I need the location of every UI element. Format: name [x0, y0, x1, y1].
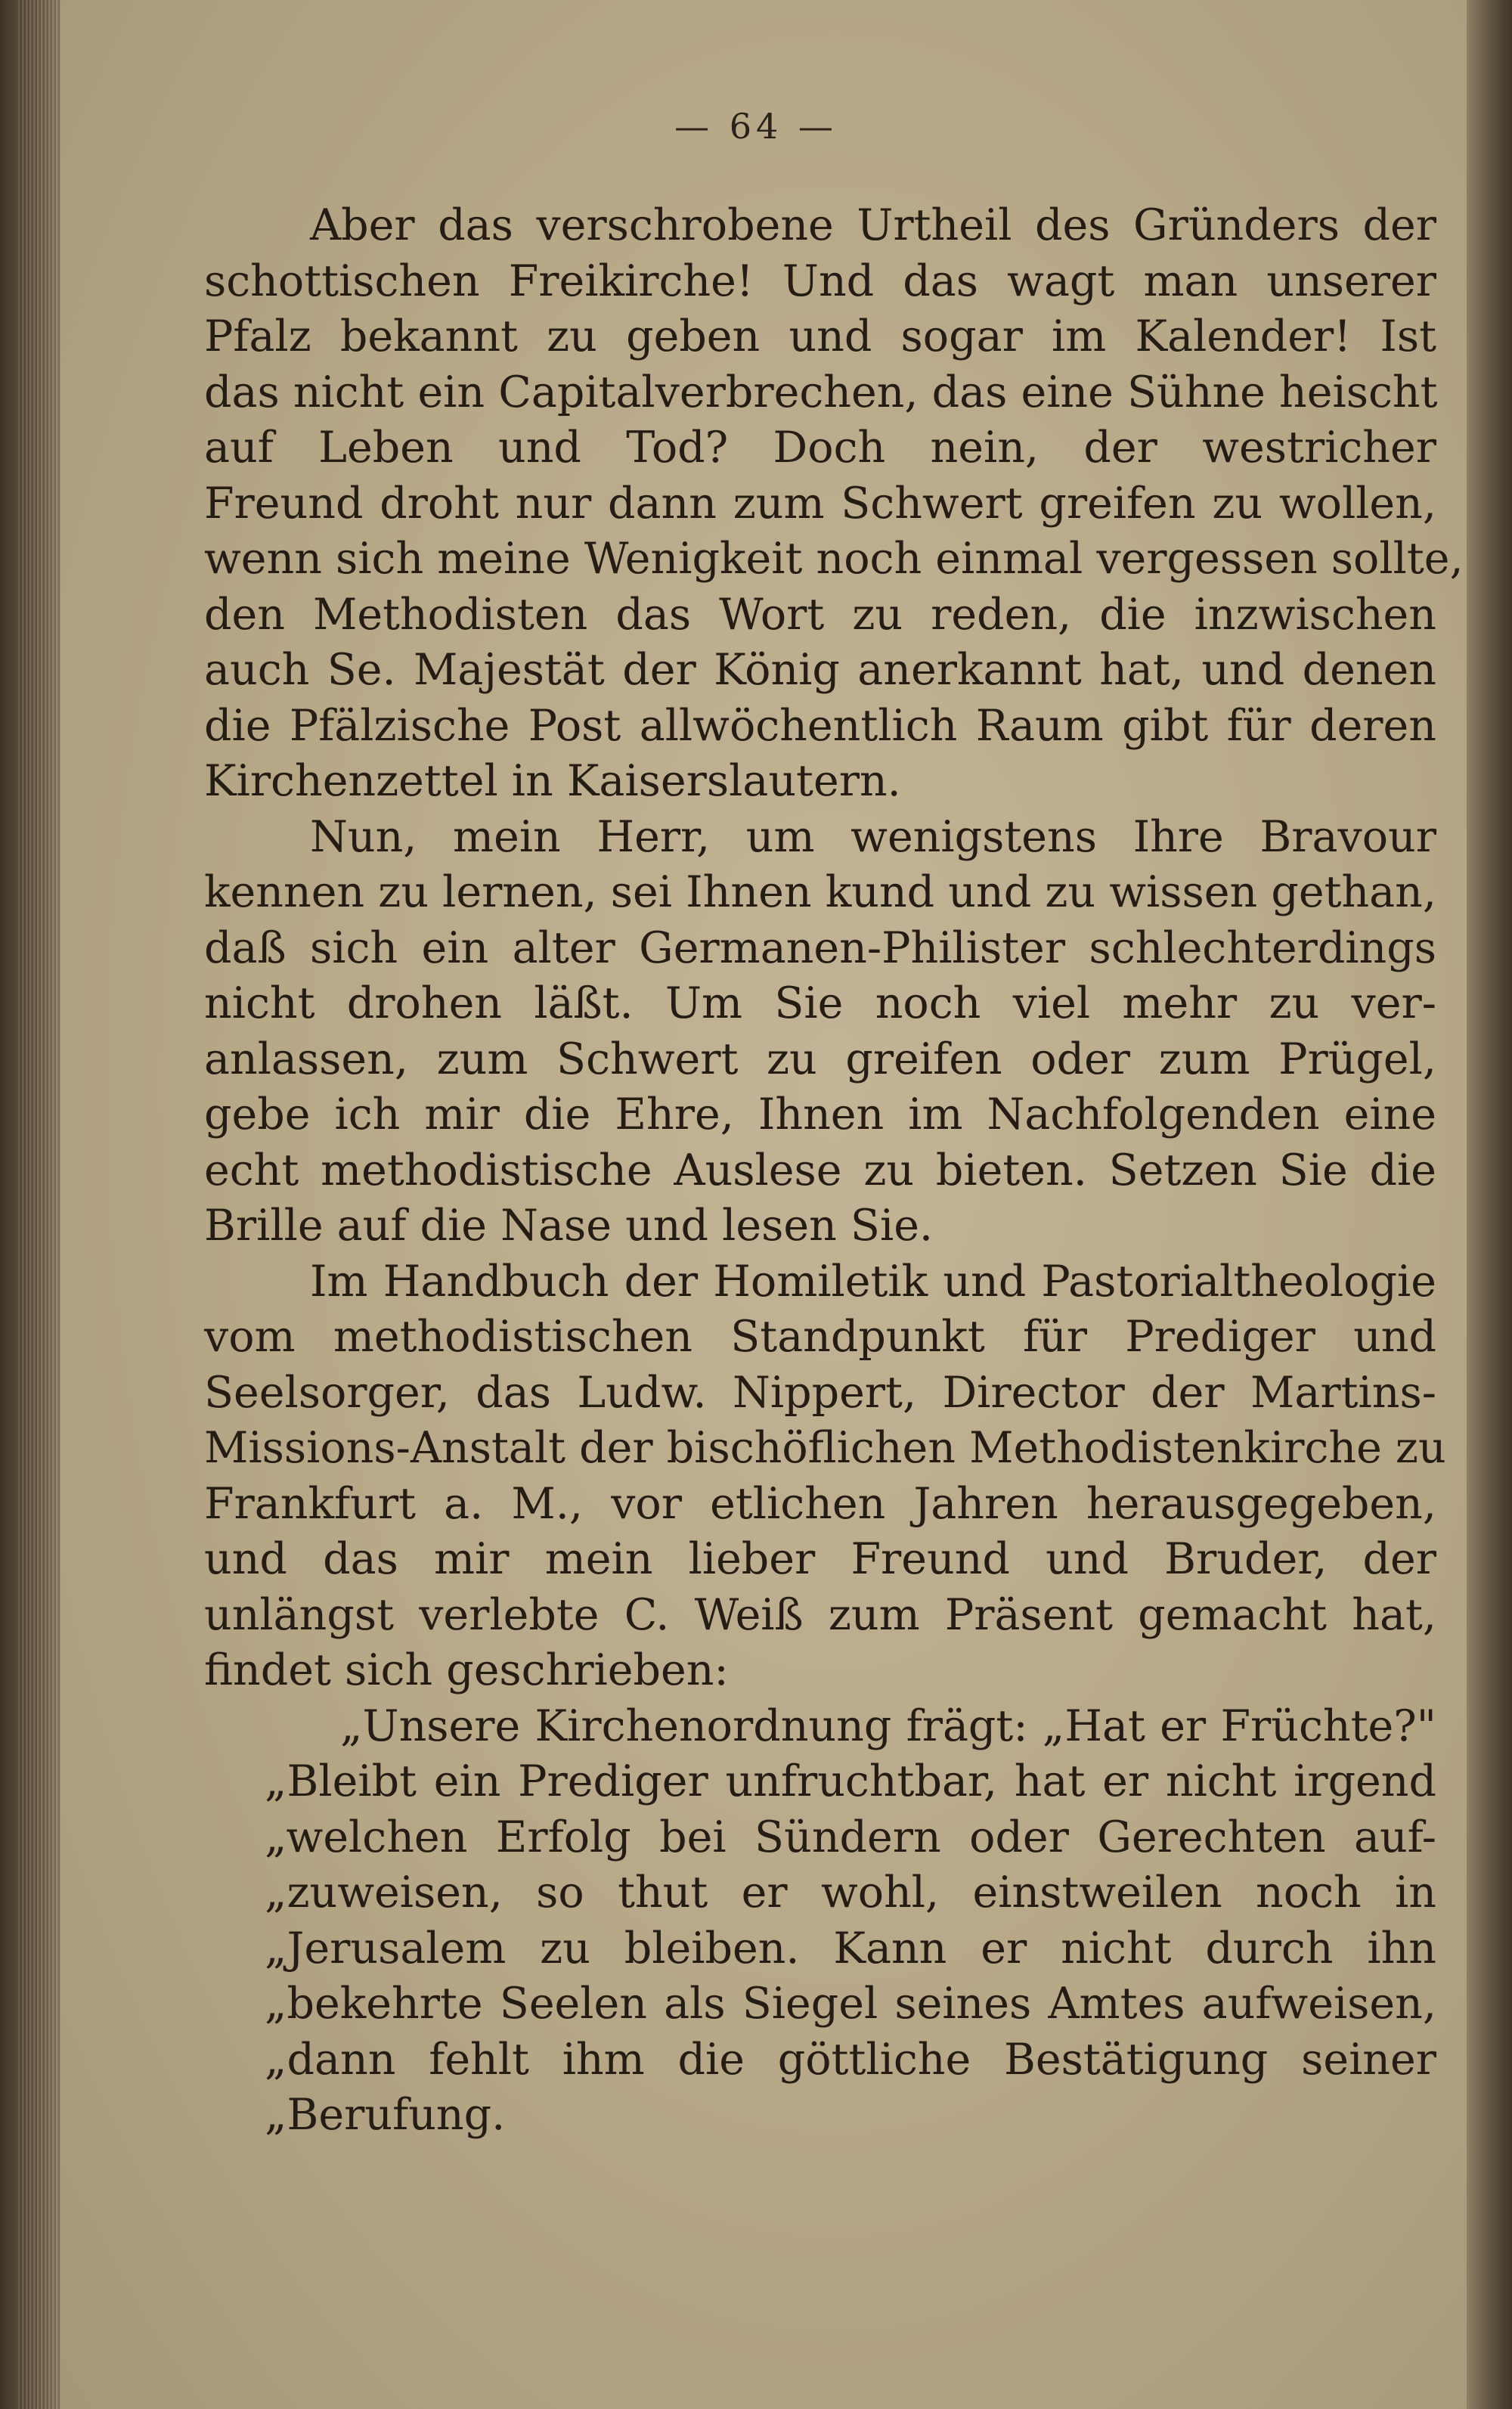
text-line: Pfalz bekannt zu geben und sogar im Kalender! Ist [204, 312, 1436, 361]
body-text [204, 198, 1464, 2144]
text-line: den Methodisten das Wort zu reden, die inzwischen [204, 589, 1436, 640]
text-line: Freund droht nur dann zum Schwert greifen zu wollen, [204, 478, 1436, 529]
text-line: Missions-Anstalt der bischöflichen Methodistenkirche zu [204, 1423, 1446, 1473]
text-line: anlassen, zum Schwert zu greifen oder zum Prügel, [204, 1034, 1436, 1084]
text-line: Aber das verschrobene Urtheil des Gründers der [310, 200, 1436, 250]
text-line: vom methodistischen Standpunkt für Prediger und [204, 1312, 1436, 1362]
text-line: nicht drohen läßt. Um Sie noch viel mehr zu ver- [204, 978, 1436, 1028]
text-line: „Bleibt ein Prediger unfruchtbar, hat er nicht irgend [265, 1756, 1436, 1806]
text-line: findet sich geschrieben: [204, 1645, 729, 1695]
text-line: Frankfurt a. M., vor etlichen Jahren herausgegeben, [204, 1478, 1436, 1529]
text-line: gebe ich mir die Ehre, Ihnen im Nachfolgenden eine [204, 1090, 1436, 1139]
text-line: echt methodistische Auslese zu bieten. Setzen Sie die [204, 1145, 1436, 1195]
text-line: daß sich ein alter Germanen-Philister schlechterdings [204, 922, 1436, 973]
text-line: Nun, mein Herr, um wenigstens Ihre Bravour [310, 811, 1436, 862]
text-line: „bekehrte Seelen als Siegel seines Amtes aufweisen, [265, 1979, 1436, 2029]
text-line: kennen zu lernen, sei Ihnen kund und zu wissen gethan, [204, 867, 1436, 917]
page-number: — 64 — [674, 106, 838, 147]
text-line: „Jerusalem zu bleiben. Kann er nicht durch ihn [265, 1923, 1436, 1973]
text-line: und das mir mein lieber Freund und Bruder, der [204, 1534, 1436, 1584]
text-line: auf Leben und Tod? Doch nein, der westricher [204, 423, 1436, 473]
text-line: „zuweisen, so thut er wohl, einstweilen noch in [265, 1868, 1436, 1918]
text-line: das nicht ein Capitalverbrechen, das eine Sühne heischt [204, 367, 1438, 417]
text-line: Kirchenzettel in Kaiserslautern. [204, 756, 901, 806]
text-line: Im Handbuch der Homiletik und Pastorialtheologie [310, 1256, 1436, 1307]
page-right-edge [1467, 0, 1512, 2409]
text-line: unlängst verlebte C. Weiß zum Präsent gemacht hat, [204, 1589, 1436, 1640]
text-line: auch Se. Majestät der König anerkannt hat, und denen [204, 645, 1436, 695]
text-line: Brille auf die Nase und lesen Sie. [204, 1201, 934, 1251]
text-line: die Pfälzische Post allwöchentlich Raum gibt für deren [204, 700, 1436, 751]
text-line: „Berufung. [265, 2090, 506, 2140]
text-line: Seelsorger, das Ludw. Nippert, Director der Martins- [204, 1367, 1436, 1418]
text-line: wenn sich meine Wenigkeit noch einmal vergessen sollte, [204, 534, 1464, 584]
text-line: „welchen Erfolg bei Sündern oder Gerechten auf- [265, 1812, 1436, 1862]
text-line: „Unsere Kirchenordnung frägt: „Hat er Früchte?" [340, 1701, 1436, 1751]
text-line: „dann fehlt ihm die göttliche Bestätigung seiner [265, 2034, 1436, 2085]
text-line: schottischen Freikirche! Und das wagt man unserer [204, 256, 1436, 306]
